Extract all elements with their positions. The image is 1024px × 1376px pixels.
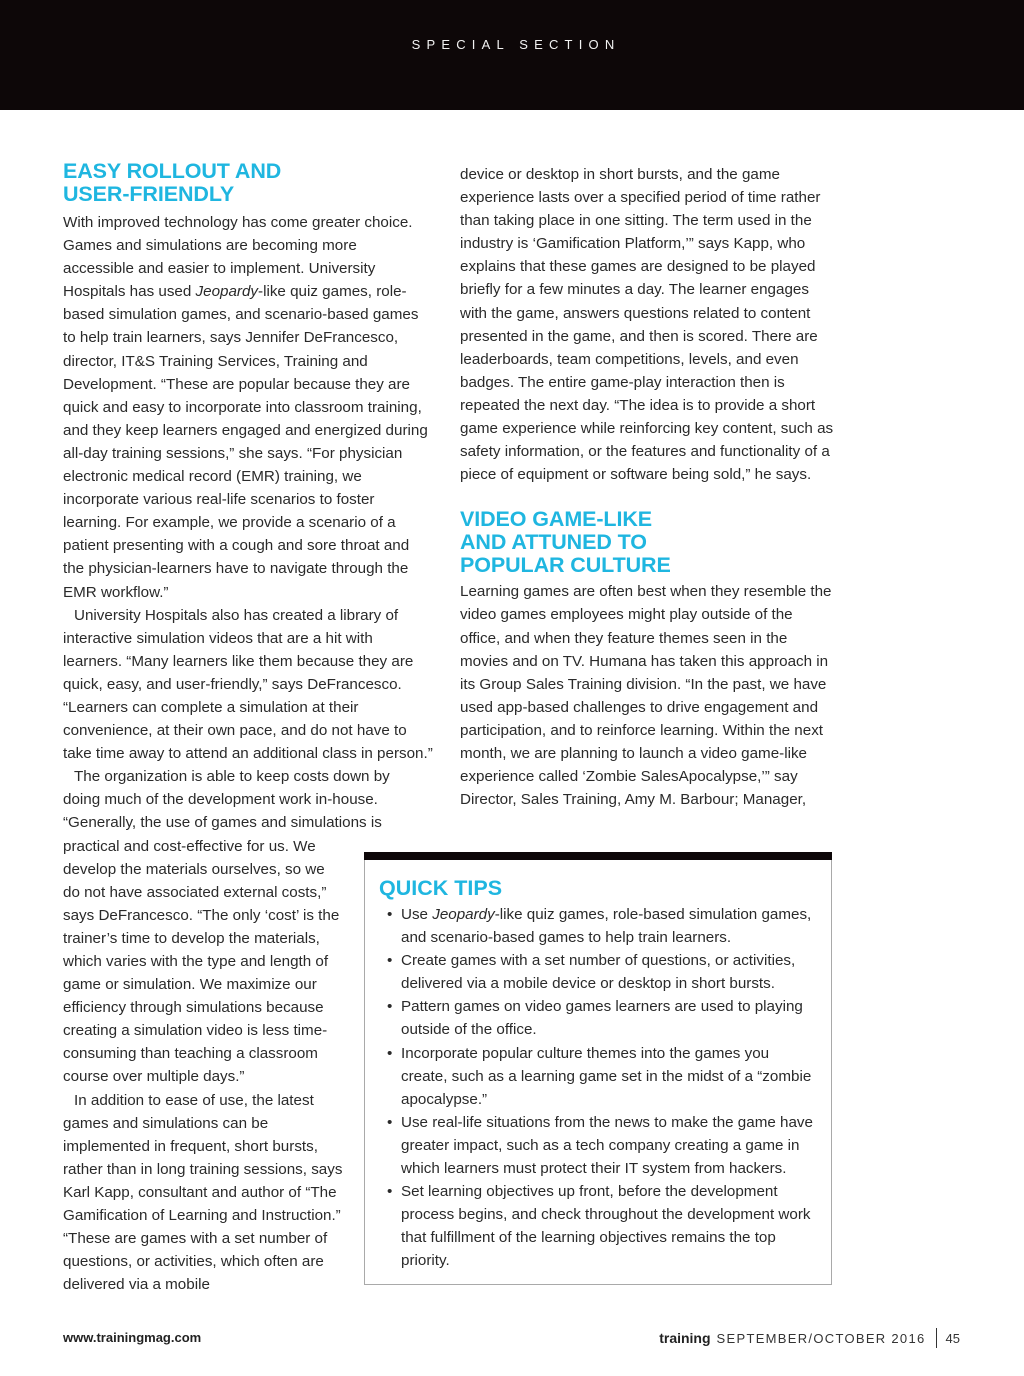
tip-item: • Create games with a set number of questions, or activities, delivered via a mobile device or desktop in short bursts. [387,949,819,995]
paragraph-2: University Hospitals also has created a library of interactive simulation videos that are a hit with learners. “Many learners like them because they are quick, easy, and user-friendly,” says DeFrancesco. “Learners can complete a simulation at their convenience, at their own pace, and do not have to take time away to attend an additional class in person.” [63,606,433,763]
paragraph-3a: The organization is able to keep costs down by doing much of the development work in-house. “Generally, the use of games and simulations is [63,768,390,832]
heading-video-game: VIDEO GAME-LIKE AND ATTUNED TO POPULAR CULTURE [460,507,671,578]
issue-date: SEPTEMBER/OCTOBER 2016 [716,1331,926,1346]
tip-item: • Incorporate popular culture themes into the games you create, such as a learning game set in the midst of a “zombie apocalypse.” [387,1042,819,1111]
paragraph-1: With improved technology has come greater choice. Games and simulations are becoming more accessible and easier to implement. University Hospitals has used Jeopardy-like quiz games, role-based simulation games, and scenario-based games to help train learners, says Jennifer DeFrancesco, director, IT&S Training Services, Training and Development. “These are popular because they are quick and easy to incorporate into classroom training, and they keep learners engaged and energized during all-day training sessions,” she says. “For physician electronic medical record (EMR) training, we incorporate various real-life scenarios to foster learning. For example, we provide a scenario of a patient presenting with a cough and sore throat and the physician-learners have to navigate through the EMR workflow.” [63,214,428,601]
header-band [0,0,1024,110]
page-number: 45 [945,1331,960,1346]
footer-url: www.trainingmag.com [63,1330,202,1345]
footer-divider [936,1328,937,1348]
paragraph-3b: practical and cost-effective for us. We develop the materials ourselves, so we do not have associated external costs,” says DeFrancesco. “The only ‘cost’ is the trainer’s time to develop the materials, which varies with the type and length of game or simulation. We maximize our efficiency through simulations because creating a simulation video is less time-consuming than teaching a classroom course over multiple days.” [63,837,340,1086]
tips-list [387,903,819,1273]
tip-item: • Use real-life situations from the news to make the game have greater impact, such as a tech company creating a game in which learners must protect their IT system from hackers. [387,1111,819,1180]
footer-issue [659,1328,960,1348]
tips-top-rule [364,852,832,860]
tip-item: • Use Jeopardy-like quiz games, role-based simulation games, and scenario-based games to help train learners. [387,903,819,949]
paragraph-4: In addition to ease of use, the latest games and simulations can be implemented in frequent, short bursts, rather than in long training sessions, says Karl Kapp, consultant and author of “The Gamification of Learning and Instruction.” “These are games with a set number of questions, or activities, which often are delivered via a mobile [63,1091,343,1294]
tip-item: • Set learning objectives up front, before the development process begins, and check throughout the development work that fulfillment of the learning objectives remains the top priority. [387,1180,819,1272]
tips-title: QUICK TIPS [379,876,503,900]
quick-tips-box [364,860,832,1285]
tip-item: • Pattern games on video games learners are used to playing outside of the office. [387,995,819,1041]
brand-name: training [659,1330,711,1346]
section-label: SPECIAL SECTION [411,37,621,52]
right-column [460,163,835,811]
heading-easy-rollout: EASY ROLLOUT AND USER-FRIENDLY [63,159,282,206]
paragraph-6: Learning games are often best when they resemble the video games employees might play outside of the office, and when they feature themes seen in the movies and on TV. Humana has taken this approach in its Group Sales Training division. “In the past, we have used app-based challenges to drive engagement and participation, and to reinforce learning. Within the next month, we are planning to launch a video game-like experience called ‘Zombie SalesApocalypse,’” say Director, Sales Training, Amy M. Barbour; Manager, [460,583,832,809]
paragraph-5: device or desktop in short bursts, and the game experience lasts over a specified period of time rather than taking place in one sitting. The term used in the industry is ‘Gamification Platform,’” says Kapp, who explains that these games are designed to be played briefly for a few minutes a day. The learner engages with the game, answers questions related to content presented in the game, and then is scored. There are leaderboards, team competitions, levels, and even badges. The entire game-play interaction then is repeated the next day. “The idea is to provide a short game experience while reinforcing key content, such as safety information, or the features and functionality of a piece of equipment or software being sold,” he says. [460,166,834,484]
